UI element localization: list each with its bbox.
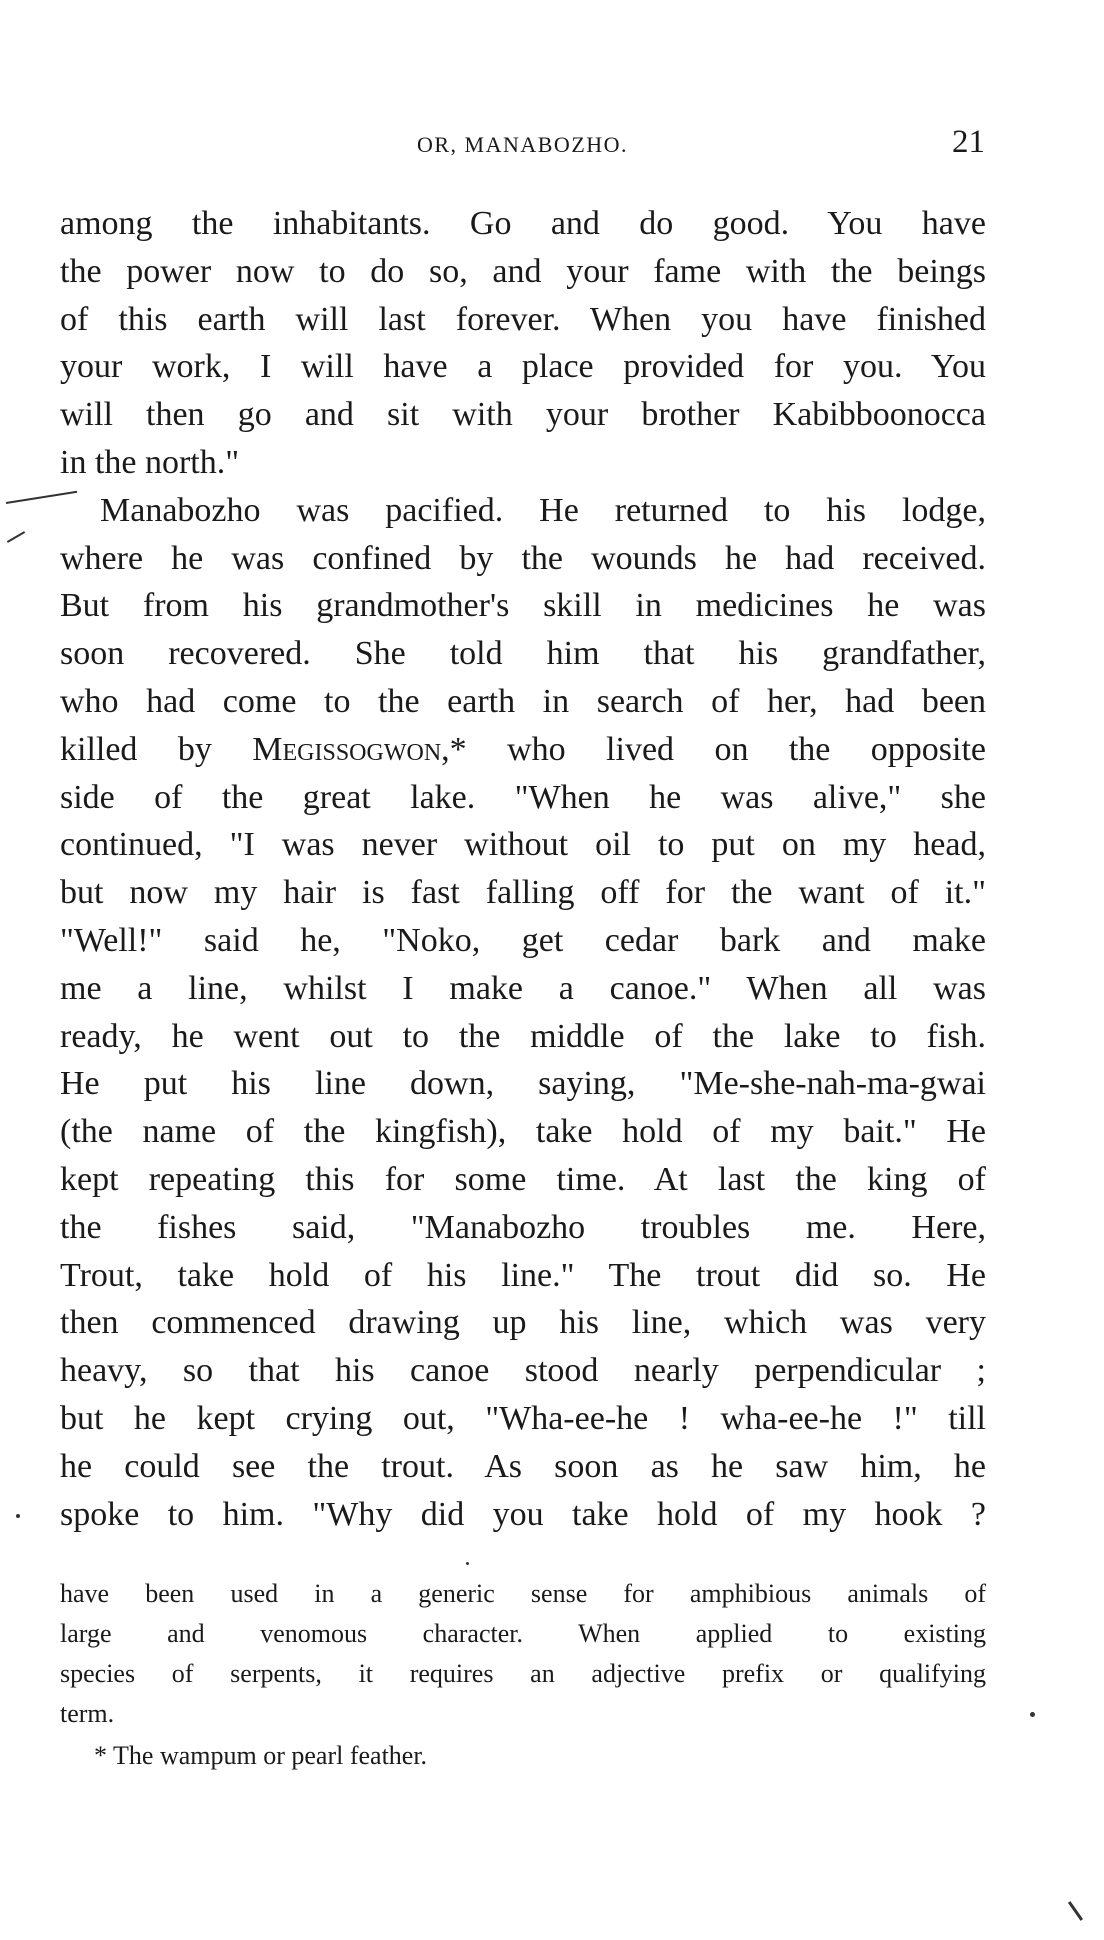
text-line: in the north." [60, 443, 240, 481]
text-fragment: who lived on the opposite [507, 730, 987, 768]
text-line [60, 726, 986, 774]
margin-pencil-tick [7, 531, 25, 543]
footnote-wampum: * The wampum or pearl feather. [94, 1741, 428, 1770]
footnote-line: term. [60, 1699, 115, 1728]
text-line: who had come to the earth in search of her, had been [60, 682, 986, 720]
text-line: but now my hair is fast falling off for the want of it." [60, 874, 986, 912]
text-line: He put his line down, saying, "Me-she-nah-ma-gwai [60, 1065, 986, 1103]
text-line: kept repeating this for some time. At last the king of [60, 1160, 986, 1198]
text-line: will then go and sit with your brother Kabibboonocca [60, 396, 986, 434]
text-line: ready, he went out to the middle of the lake to fish. [60, 1017, 986, 1055]
text-line: of this earth will last forever. When you have finished [60, 300, 986, 338]
text-line: me a line, whilst I make a canoe." When all was [60, 969, 986, 1007]
page-number: 21 [952, 124, 985, 160]
footnotes [60, 1574, 986, 1776]
text-fragment: killed by [60, 730, 212, 768]
text-line: side of the great lake. "When he was alive," she [60, 778, 986, 816]
text-line: but he kept crying out, "Wha-ee-he ! wha-ee-he !" till [60, 1399, 986, 1437]
footnote-line: species of serpents, it requires an adjective prefix or qualifying [60, 1659, 986, 1688]
text-line: your work, I will have a place provided for you. You [60, 348, 986, 386]
text-line: where he was confined by the wounds he had received. [60, 539, 986, 577]
text-line: heavy, so that his canoe stood nearly perpendicular ; [60, 1352, 986, 1390]
footnote-line: have been used in a generic sense for amphibious animals of [60, 1579, 986, 1608]
text-line: But from his grandmother's skill in medicines he was [60, 587, 986, 625]
text-line: soon recovered. She told him that his grandfather, [60, 635, 986, 673]
corner-scan-mark [1068, 1901, 1083, 1921]
body-text [60, 200, 986, 1538]
text-line: "Well!" said he, "Noko, get cedar bark and make [60, 921, 986, 959]
footnote-line: large and venomous character. When applied to existing [60, 1619, 986, 1648]
speck-mark [16, 1514, 20, 1518]
text-line: among the inhabitants. Go and do good. You have [60, 205, 986, 242]
speck-mark [466, 1562, 469, 1565]
speck-mark [1030, 1712, 1035, 1717]
paragraph-start-line: Manabozho was pacified. He returned to his lodge, [100, 491, 986, 529]
text-line: the fishes said, "Manabozho troubles me. Here, [60, 1208, 986, 1246]
text-line: he could see the trout. As soon as he saw him, he [60, 1447, 986, 1485]
text-line: spoke to him. "Why did you take hold of my hook ? [60, 1495, 986, 1533]
running-title: OR, MANABOZHO. [416, 132, 629, 157]
text-line: the power now to do so, and your fame with the beings [60, 252, 986, 290]
text-line: continued, "I was never without oil to put on my head, [60, 826, 986, 864]
text-line: Trout, take hold of his line." The trout did so. He [60, 1256, 986, 1294]
running-head [60, 126, 985, 166]
megissogwon-name: Megissogwon,* [252, 730, 467, 768]
text-line: then commenced drawing up his line, which was very [60, 1304, 986, 1342]
text-line: (the name of the kingfish), take hold of my bait." He [60, 1113, 986, 1151]
